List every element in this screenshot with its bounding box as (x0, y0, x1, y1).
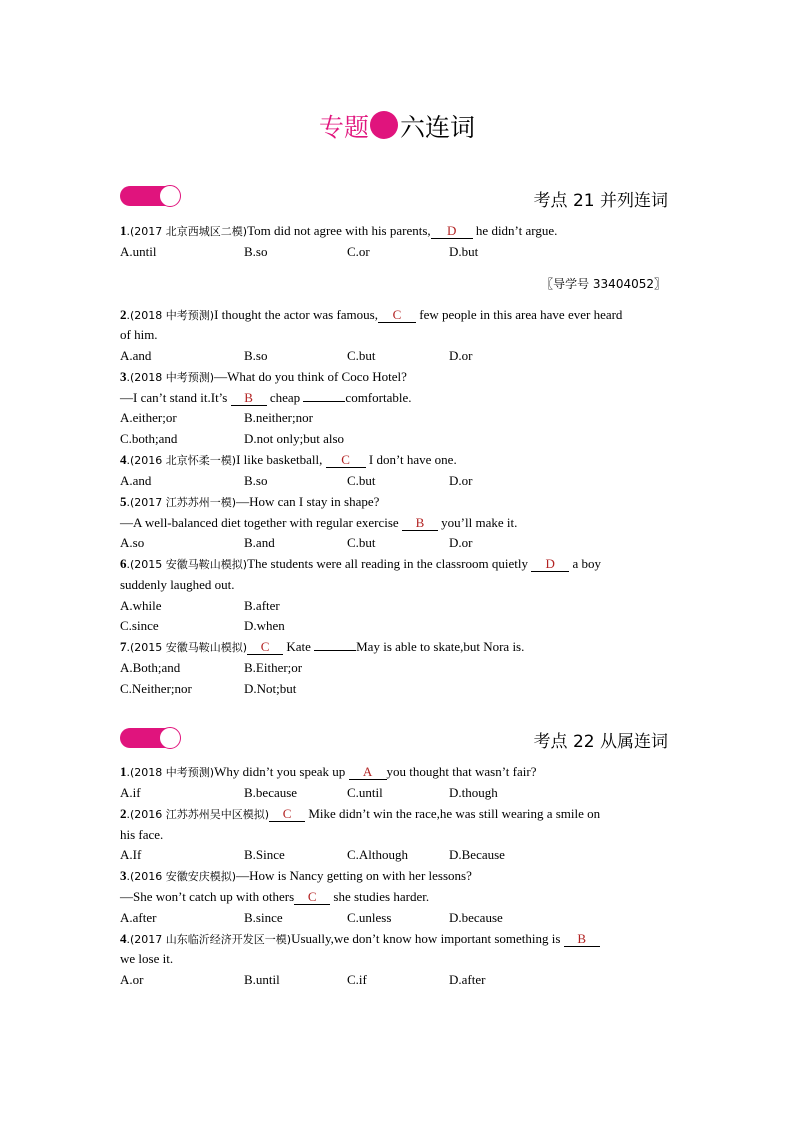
question-s2-2: 2.(2016 江苏苏州吴中区模拟) C Mike didn’t win the race,he was still wearing a smile on (120, 806, 601, 821)
answer-blank: A (349, 765, 387, 780)
question-s1-7: 7.(2015 安徽马鞍山模拟) C Kate May is able to skate,but Nora is. (120, 639, 525, 654)
section-pill-icon (120, 186, 180, 206)
answer-blank: B (231, 391, 267, 406)
question-s2-4-cont: we lose it. (120, 951, 174, 966)
section-pill-icon (120, 728, 180, 748)
question-s1-3: 3.(2018 中考预测)—What do you think of Coco Hotel? (120, 369, 407, 384)
question-s1-2: 2.(2018 中考预测)I thought the actor was famous, C few people in this area have ever heard (120, 307, 623, 322)
answer-blank: D (431, 224, 473, 239)
section-heading-21: 考点 21 并列连词 (533, 191, 668, 211)
question-s1-5: 5.(2017 江苏苏州一模)—How can I stay in shape? (120, 494, 380, 509)
answer-blank: C (326, 453, 366, 468)
title-prefix: 专题 (318, 113, 369, 142)
question-s2-4: 4.(2017 山东临沂经济开发区一模)Usually,we don’t know how important something is B (120, 929, 600, 950)
question-s1-6-cont: suddenly laughed out. (120, 577, 235, 592)
question-s1-2-cont: of him. (120, 327, 158, 342)
question-s1-4: 4.(2016 北京怀柔一模)I like basketball, C I don’t have one. (120, 452, 457, 467)
question-s2-2-cont: his face. (120, 827, 164, 842)
guide-number: 〖导学号 33404052〗 (541, 277, 666, 291)
page-title (0, 108, 794, 148)
question-s1-6: 6.(2015 安徽马鞍山模拟)The students were all reading in the classroom quietly D a boy (120, 556, 601, 571)
answer-blank: C (378, 308, 416, 323)
answer-blank: C (294, 890, 330, 905)
answer-blank: C (247, 640, 283, 655)
question-s1-1: 1.(2017 北京西城区二模)Tom did not agree with his parents, D he didn’t argue. (120, 223, 558, 238)
empty-blank (314, 650, 356, 651)
question-s2-3: 3.(2016 安徽安庆模拟)—How is Nancy getting on with her lessons? (120, 868, 472, 883)
section-heading-22: 考点 22 从属连词 (533, 732, 668, 752)
title-topic: 六连词 (400, 113, 476, 142)
answer-blank: C (269, 807, 305, 822)
question-s1-3-cont: —I can’t stand it.It’s B cheap comfortable. (120, 390, 412, 405)
question-s2-3-cont: —She won’t catch up with others C she studies harder. (120, 889, 430, 904)
answer-blank: B (402, 516, 438, 531)
question-s2-1: 1.(2018 中考预测)Why didn’t you speak up A you thought that wasn’t fair? (120, 764, 537, 779)
question-s1-5-cont: —A well-balanced diet together with regular exercise B you’ll make it. (120, 515, 518, 530)
title-dot-icon (370, 111, 398, 139)
answer-blank: B (564, 932, 600, 947)
empty-blank (303, 401, 345, 402)
answer-blank: D (531, 557, 569, 572)
